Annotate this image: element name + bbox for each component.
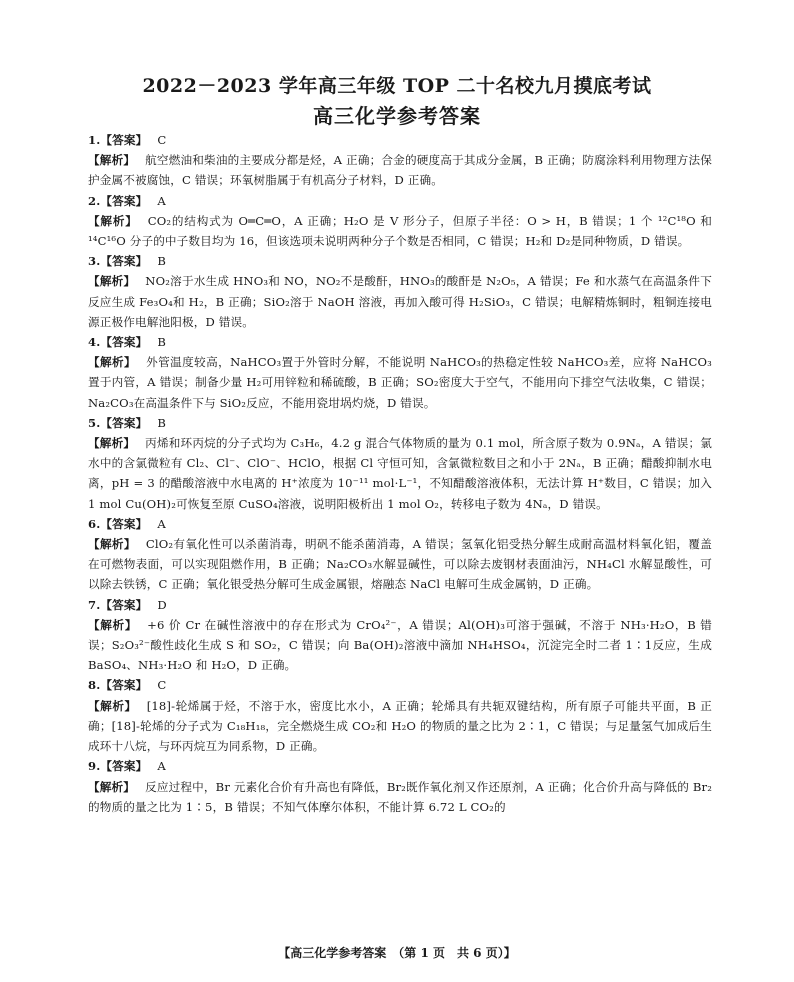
- answer-item: [88, 675, 712, 756]
- explanation-paragraph: [88, 777, 712, 817]
- explanation-tag: 【解析】: [88, 355, 137, 370]
- answer-item: [88, 332, 712, 413]
- explanation-text: 反应过程中，Br 元素化合价有升高也有降低，Br₂既作氧化剂又作还原剂，A 正确；化合价升高与降低的 Br₂的物质的量之比为 1∶5，B 错误；不知气体摩尔体积，不能计算 6.72 L CO₂的: [88, 779, 712, 814]
- answer-item: [88, 595, 712, 676]
- answer-line: [88, 675, 712, 695]
- question-number: 5.: [88, 415, 101, 430]
- page-footer: 【高三化学参考答案 （第 1 页 共 6 页）】: [278, 946, 516, 960]
- question-number: 8.: [88, 678, 101, 693]
- explanation-text: NO₂溶于水生成 HNO₃和 NO，NO₂不是酸酐，HNO₃的酸酐是 N₂O₅，A 错误；Fe 和水蒸气在高温条件下反应生成 Fe₃O₄和 H₂，B 正确；SiO₂溶于 NaOH 溶液，再加入酸可得 H₂SiO₃，C 错误；电解精炼铜时，粗铜连接电源正极作电解池阳极，D 错误。: [88, 274, 712, 329]
- answer-tag: 【答案】: [100, 335, 148, 350]
- answer-tag: 【答案】: [100, 133, 148, 147]
- explanation-text: 外管温度较高，NaHCO₃置于外管时分解，不能说明 NaHCO₃的热稳定性较 NaHCO₃差，应将 NaHCO₃置于内管，A 错误；制备少量 H₂可用锌粒和稀硫酸，B 正确；SO₂密度大于空气，不能用向下排空气法收集，C 错误；Na₂CO₃在高温条件下与 SiO₂反应，不能用瓷坩埚灼烧，D 错误。: [88, 355, 712, 410]
- explanation-paragraph: [88, 696, 712, 757]
- answer-item: [88, 756, 712, 817]
- answer-line: [88, 514, 712, 534]
- question-number: 4.: [88, 335, 101, 350]
- answer-line: [88, 251, 712, 271]
- explanation-paragraph: [88, 433, 712, 514]
- explanation-tag: 【解析】: [88, 537, 136, 552]
- explanation-tag: 【解析】: [88, 213, 138, 228]
- question-number: 2.: [88, 193, 101, 208]
- explanation-paragraph: [88, 534, 712, 595]
- answer-value: C: [157, 133, 167, 147]
- answer-line: [88, 595, 712, 615]
- question-number: 3.: [88, 254, 101, 269]
- answer-item: [88, 191, 712, 252]
- explanation-tag: 【解析】: [88, 698, 137, 713]
- explanation-paragraph: [88, 271, 712, 332]
- explanation-tag: 【解析】: [88, 153, 136, 168]
- explanation-paragraph: [88, 615, 712, 676]
- explanation-text: [18]-轮烯属于烃，不溶于水，密度比水小，A 正确；轮烯具有共轭双键结构，所有原子可能共平面，B 正确；[18]-轮烯的分子式为 C₁₈H₁₈，完全燃烧生成 CO₂和 H₂O 的物质的量之比为 2∶1，C 错误；与足量氢气加成后生成环十八烷，与环丙烷互为同系物，D 正确。: [88, 698, 712, 754]
- explanation-tag: 【解析】: [88, 779, 136, 794]
- explanation-paragraph: [88, 211, 712, 251]
- answer-tag: 【答案】: [100, 415, 148, 430]
- answer-value: B: [157, 415, 167, 430]
- explanation-paragraph: [88, 352, 712, 413]
- answer-line: [88, 191, 712, 211]
- question-number: 9.: [88, 759, 101, 774]
- answer-tag: 【答案】: [100, 516, 148, 531]
- answer-value: C: [157, 678, 167, 693]
- explanation-tag: 【解析】: [88, 617, 138, 632]
- answer-line: [88, 413, 712, 433]
- answer-item: [88, 413, 712, 514]
- answer-item: [88, 514, 712, 595]
- answer-value: A: [157, 759, 166, 774]
- answer-value: D: [157, 597, 167, 612]
- answer-tag: 【答案】: [100, 254, 148, 269]
- answer-tag: 【答案】: [100, 678, 148, 693]
- answer-tag: 【答案】: [100, 597, 148, 612]
- answer-tag: 【答案】: [100, 193, 148, 208]
- answer-value: B: [157, 254, 167, 269]
- answer-line: [88, 756, 712, 776]
- explanation-text: CO₂的结构式为 O═C═O，A 正确；H₂O 是 V 形分子，但原子半径：O > H，B 错误；1 个 ¹²C¹⁸O 和 ¹⁴C¹⁶O 分子的中子数目均为 16，但该选项未说明两种分子个数是否相同，C 错误；H₂和 D₂是同种物质，D 错误。: [88, 213, 712, 249]
- explanation-tag: 【解析】: [88, 274, 136, 289]
- question-number: 6.: [88, 516, 101, 531]
- answer-value: A: [157, 193, 166, 208]
- answer-line: [88, 332, 712, 352]
- document-title: 2022－2023 学年高三年级 TOP 二十名校九月摸底考试: [142, 75, 652, 97]
- explanation-text: +6 价 Cr 在碱性溶液中的存在形式为 CrO₄²⁻，A 错误；Al(OH)₃可溶于强碱，不溶于 NH₃·H₂O，B 错误；S₂O₃²⁻酸性歧化生成 S 和 SO₂，C 错误；向 Ba(OH)₂溶液中滴加 NH₄HSO₄，沉淀完全时二者 1∶1反应，生成 BaSO₄、NH₃·H₂O 和 H₂O，D 正确。: [88, 617, 712, 673]
- answer-item: [88, 251, 712, 332]
- answer-list: [88, 130, 712, 817]
- answer-line: [88, 130, 712, 150]
- answer-value: A: [157, 516, 166, 531]
- question-number: 7.: [88, 597, 101, 612]
- explanation-text: 丙烯和环丙烷的分子式均为 C₃H₆，4.2 g 混合气体物质的量为 0.1 mol，所含原子数为 0.9Nₐ，A 错误；氯水中的含氯微粒有 Cl₂、Cl⁻、ClO⁻、HClO，根据 Cl 守恒可知，含氯微粒数目之和小于 2Nₐ，B 正确；醋酸抑制水电离，pH = 3 的醋酸溶液中水电离的 H⁺浓度为 10⁻¹¹ mol·L⁻¹，不知醋酸溶液体积，无法计算 H⁺数目，C 错误；加入 1 mol Cu(OH)₂可恢复至原 CuSO₄溶液，说明阳极析出 1 mol O₂，转移电子数为 4Nₐ，D 错误。: [88, 436, 712, 511]
- explanation-paragraph: [88, 150, 712, 190]
- explanation-text: 航空燃油和柴油的主要成分都是烃，A 正确；合金的硬度高于其成分金属，B 正确；防腐涂料利用物理方法保护金属不被腐蚀，C 错误；环氧树脂属于有机高分子材料，D 正确。: [88, 153, 712, 188]
- explanation-text: ClO₂有氧化性可以杀菌消毒，明矾不能杀菌消毒，A 错误；氢氧化铝受热分解生成耐高温材料氧化铝，覆盖在可燃物表面，可以实现阻燃作用，B 正确；Na₂CO₃水解显碱性，可以除去废钢材表面油污，NH₄Cl 水解显酸性，可以除去铁锈，C 正确；氧化银受热分解可生成金属银，熔融态 NaCl 电解可生成金属钠，D 正确。: [88, 537, 712, 592]
- document-subtitle: 高三化学参考答案: [313, 104, 481, 128]
- answer-tag: 【答案】: [100, 759, 148, 774]
- answer-value: B: [157, 335, 167, 350]
- question-number: 1.: [88, 133, 101, 147]
- answer-item: [88, 130, 712, 191]
- explanation-tag: 【解析】: [88, 436, 136, 451]
